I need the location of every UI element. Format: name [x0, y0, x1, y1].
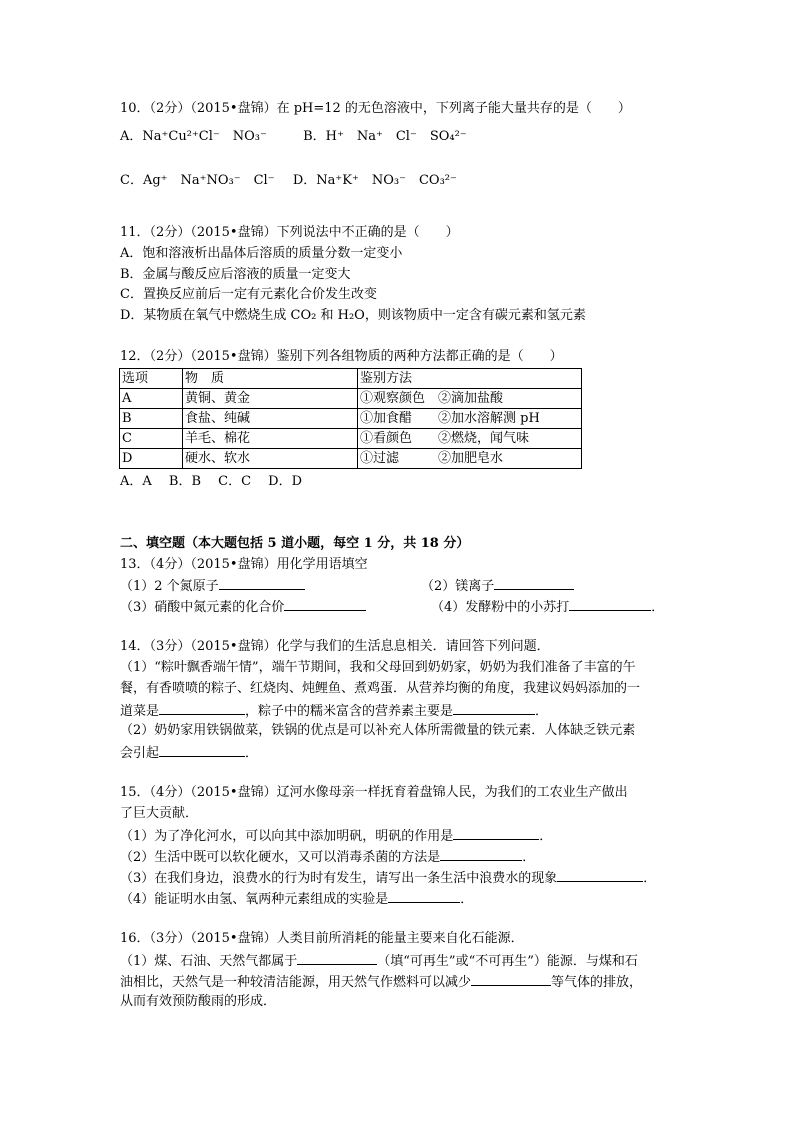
q14-text: 会引起 — [120, 746, 160, 761]
q16-line2 — [120, 951, 638, 971]
q12-stem: 12．（2分）（2015•盘锦）鉴别下列各组物质的两种方法都正确的是（ ） — [120, 349, 563, 364]
q16-text: 等气体的排放， — [551, 975, 643, 990]
q13-part3 — [120, 597, 366, 617]
q10-option-b: B．H⁺ Na⁺ Cl⁻ SO₄²⁻ — [303, 129, 467, 144]
q11-option-d: D．某物质在氧气中燃烧生成 CO₂ 和 H₂O，则该物质中一定含有碳元素和氢元素 — [120, 308, 586, 323]
answer-blank[interactable] — [388, 889, 460, 903]
table-cell: ①过滤 ②加肥皂水 — [358, 449, 582, 469]
table-row — [120, 409, 582, 429]
answer-blank[interactable] — [453, 701, 535, 715]
answer-blank[interactable] — [219, 576, 305, 590]
q14-text: 道菜是 — [120, 704, 160, 719]
q14-line3: 餐，有香喷喷的粽子、红烧肉、炖鲤鱼、煮鸡蛋．从营养均衡的角度，我建议妈妈添加的一 — [120, 681, 641, 696]
q15-text: （1）为了净化河水，可以向其中添加明矾，明矾的作用是 — [120, 829, 454, 844]
q15-stem: 15．（4分）（2015•盘锦）辽河水像母亲一样抚育着盘锦人民，为我们的工农业生产做出 — [120, 785, 628, 800]
answer-blank[interactable] — [569, 597, 651, 611]
table-cell: 羊毛、棉花 — [183, 429, 358, 449]
q11-option-c: C．置换反应前后一定有元素化合价发生改变 — [120, 287, 377, 302]
q10-option-c: C．Ag⁺ Na⁺NO₃⁻ Cl⁻ — [120, 173, 275, 188]
table-cell: B — [120, 409, 183, 429]
q11-option-a: A．饱和溶液析出晶体后溶质的质量分数一定变小 — [120, 246, 403, 261]
q11-option-b: B．金属与酸反应后溶液的质量一定变大 — [120, 267, 351, 282]
q14-text: ，粽子中的糯米富含的营养素主要是 — [245, 704, 454, 719]
q13-part3-label: （3）硝酸中氮元素的化合价 — [120, 600, 285, 615]
table-cell: 食盐、纯碱 — [183, 409, 358, 429]
q16-text: （填“可再生”或“不可再生”）能源．与煤和石 — [377, 954, 638, 969]
table-cell: D — [120, 449, 183, 469]
q10-stem: 10．（2分）（2015•盘锦）在 pH=12 的无色溶液中，下列离子能大量共存的是（ ） — [120, 101, 631, 116]
q15-text: （2）生活中既可以软化硬水，又可以消毒杀菌的方法是 — [120, 850, 441, 865]
q13-part1-label: （1）2 个氮原子 — [120, 579, 219, 594]
table-cell: 硬水、软水 — [183, 449, 358, 469]
answer-blank[interactable] — [159, 743, 245, 757]
table-header-cell: 物 质 — [183, 369, 358, 389]
table-header-cell: 鉴别方法 — [358, 369, 582, 389]
q14-line5: （2）奶奶家用铁锅做菜，铁锅的优点是可以补充人体所需微量的铁元素．人体缺乏铁元素 — [120, 723, 636, 738]
table-cell: 黄铜、黄金 — [183, 389, 358, 409]
table-row — [120, 429, 582, 449]
q14-line4 — [120, 701, 548, 721]
q15-line2: 了巨大贡献． — [120, 806, 199, 821]
q12-table — [119, 368, 582, 469]
table-cell: A — [120, 389, 183, 409]
q15-part1 — [120, 826, 552, 846]
answer-blank[interactable] — [557, 868, 643, 882]
q13-part1 — [120, 576, 305, 596]
q13-part4 — [431, 597, 664, 617]
answer-blank[interactable] — [494, 576, 574, 590]
period: ． — [539, 829, 553, 844]
section-title: 二、填空题（本大题包括 5 道小题，每空 1 分，共 18 分） — [120, 536, 470, 551]
table-cell: ①加食醋 ②加水溶解测 pH — [358, 409, 582, 429]
q16-line4: 从而有效预防酸雨的形成． — [120, 994, 277, 1009]
table-cell: ①观察颜色 ②滴加盐酸 — [358, 389, 582, 409]
q14-line2: （1）“粽叶飘香端午情”，端午节期间，我和父母回到奶奶家，奶奶为我们准备了丰富的午 — [120, 660, 636, 675]
q15-part2 — [120, 847, 535, 867]
q10-option-a: A．Na⁺Cu²⁺Cl⁻ NO₃⁻ — [120, 129, 267, 144]
q15-text: （4）能证明水由氢、氧两种元素组成的实验是 — [120, 892, 389, 907]
q16-stem: 16．（3分）（2015•盘锦）人类目前所消耗的能量主要来自化石能源． — [120, 931, 524, 946]
answer-blank[interactable] — [284, 597, 366, 611]
answer-blank[interactable] — [297, 951, 377, 965]
answer-blank[interactable] — [453, 826, 539, 840]
q14-line6 — [120, 743, 258, 763]
q16-text: （1）煤、石油、天然气都属于 — [120, 954, 298, 969]
q13-part2 — [421, 576, 574, 596]
table-header-row — [120, 369, 582, 389]
q10-option-d: D．Na⁺K⁺ NO₃⁻ CO₃²⁻ — [292, 173, 457, 188]
q10-options-row2 — [120, 172, 457, 190]
q15-part4 — [120, 889, 473, 909]
q10-options-row1 — [120, 128, 467, 146]
period: ． — [522, 850, 536, 865]
q11-stem: 11．（2分）（2015•盘锦）下列说法中不正确的是（ ） — [120, 225, 459, 240]
q15-part3 — [120, 868, 656, 888]
q14-stem: 14．（3分）（2015•盘锦）化学与我们的生活息息相关．请回答下列问题． — [120, 639, 550, 654]
q13-stem: 13．（4分）（2015•盘锦）用化学用语填空 — [120, 557, 368, 572]
period: ． — [245, 746, 259, 761]
q13-part2-label: （2）镁离子 — [421, 579, 495, 594]
answer-blank[interactable] — [471, 972, 551, 986]
table-row — [120, 449, 582, 469]
period: ． — [643, 871, 657, 886]
q16-text: 油相比，天然气是一种较清洁能源，用天然气作燃料可以减少 — [120, 975, 472, 990]
table-header-cell: 选项 — [120, 369, 183, 389]
period: ． — [535, 704, 549, 719]
answer-blank[interactable] — [440, 847, 522, 861]
table-row — [120, 389, 582, 409]
period: ． — [651, 600, 665, 615]
q12-options: A．A B．B C．C D．D — [120, 474, 303, 489]
q16-line3 — [120, 972, 642, 992]
answer-blank[interactable] — [159, 701, 245, 715]
table-cell: ①看颜色 ②燃烧，闻气味 — [358, 429, 582, 449]
q15-text: （3）在我们身边，浪费水的行为时有发生，请写出一条生活中浪费水的现象 — [120, 871, 558, 886]
period: ． — [460, 892, 474, 907]
q13-part4-label: （4）发酵粉中的小苏打 — [431, 600, 570, 615]
table-cell: C — [120, 429, 183, 449]
